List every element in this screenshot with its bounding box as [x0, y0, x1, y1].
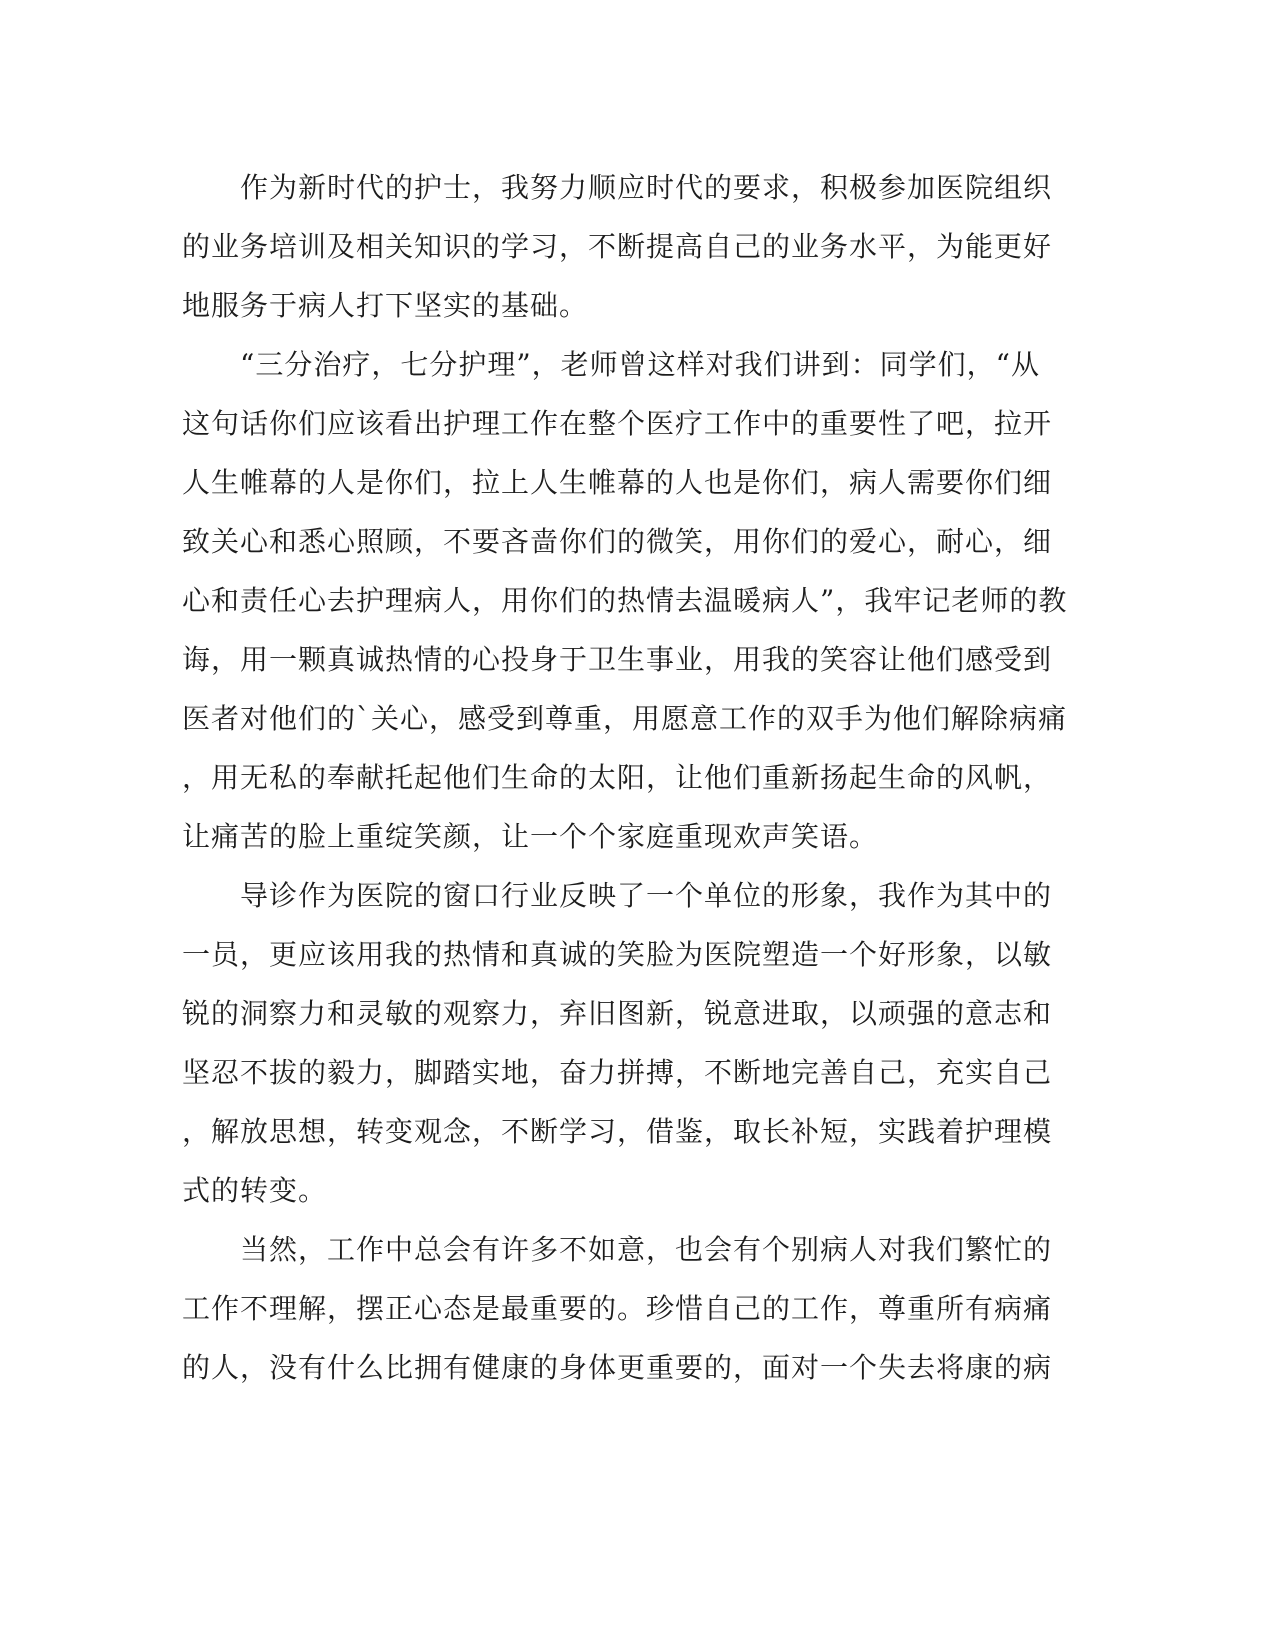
text-line: 工作不理解，摆正心态是最重要的。珍惜自己的工作，尊重所有病痛 [182, 1292, 1053, 1325]
text-line: 让痛苦的脸上重绽笑颜，让一个个家庭重现欢声笑语。 [182, 820, 879, 853]
text-line: 诲，用一颗真诚热情的心投身于卫生事业，用我的笑容让他们感受到 [182, 643, 1053, 676]
text-line: 锐的洞察力和灵敏的观察力，弃旧图新，锐意进取，以顽强的意志和 [182, 997, 1053, 1030]
paragraph-2 [182, 335, 1068, 866]
text-line: 坚忍不拔的毅力，脚踏实地，奋力拼搏，不断地完善自己，充实自己 [182, 1056, 1053, 1089]
paragraph-3 [182, 866, 1062, 1220]
text-line: ，用无私的奉献托起他们生命的太阳，让他们重新扬起生命的风帆， [182, 761, 1053, 794]
text-line: 的业务培训及相关知识的学习，不断提高自己的业务水平，为能更好 [182, 230, 1053, 263]
text-line: 当然，工作中总会有许多不如意，也会有个别病人对我们繁忙的 [182, 1233, 1053, 1266]
text-line: 导诊作为医院的窗口行业反映了一个单位的形象，我作为其中的 [182, 879, 1053, 912]
paragraph-4 [182, 1220, 1062, 1397]
text-line: 的人，没有什么比拥有健康的身体更重要的，面对一个失去将康的病 [182, 1351, 1053, 1384]
text-line: 人生帷幕的人是你们，拉上人生帷幕的人也是你们，病人需要你们细 [182, 466, 1053, 499]
text-line: 一员，更应该用我的热情和真诚的笑脸为医院塑造一个好形象，以敏 [182, 938, 1053, 971]
text-line: “三分治疗，七分护理”，老师曾这样对我们讲到：同学们，“从 [182, 348, 1040, 381]
text-line: ，解放思想，转变观念，不断学习，借鉴，取长补短，实践着护理模 [182, 1115, 1053, 1148]
text-line: 地服务于病人打下坚实的基础。 [182, 289, 589, 322]
document-body [182, 158, 1068, 1397]
text-line: 这句话你们应该看出护理工作在整个医疗工作中的重要性了吧，拉开 [182, 407, 1053, 440]
text-line: 医者对他们的`关心，感受到尊重，用愿意工作的双手为他们解除病痛 [182, 702, 1068, 735]
text-line: 作为新时代的护士，我努力顺应时代的要求，积极参加医院组织 [182, 171, 1053, 204]
text-line: 致关心和悉心照顾，不要吝啬你们的微笑，用你们的爱心，耐心，细 [182, 525, 1053, 558]
text-line: 心和责任心去护理病人，用你们的热情去温暖病人”，我牢记老师的教 [182, 584, 1068, 617]
text-line: 式的转变。 [182, 1174, 328, 1207]
paragraph-1 [182, 158, 1062, 335]
